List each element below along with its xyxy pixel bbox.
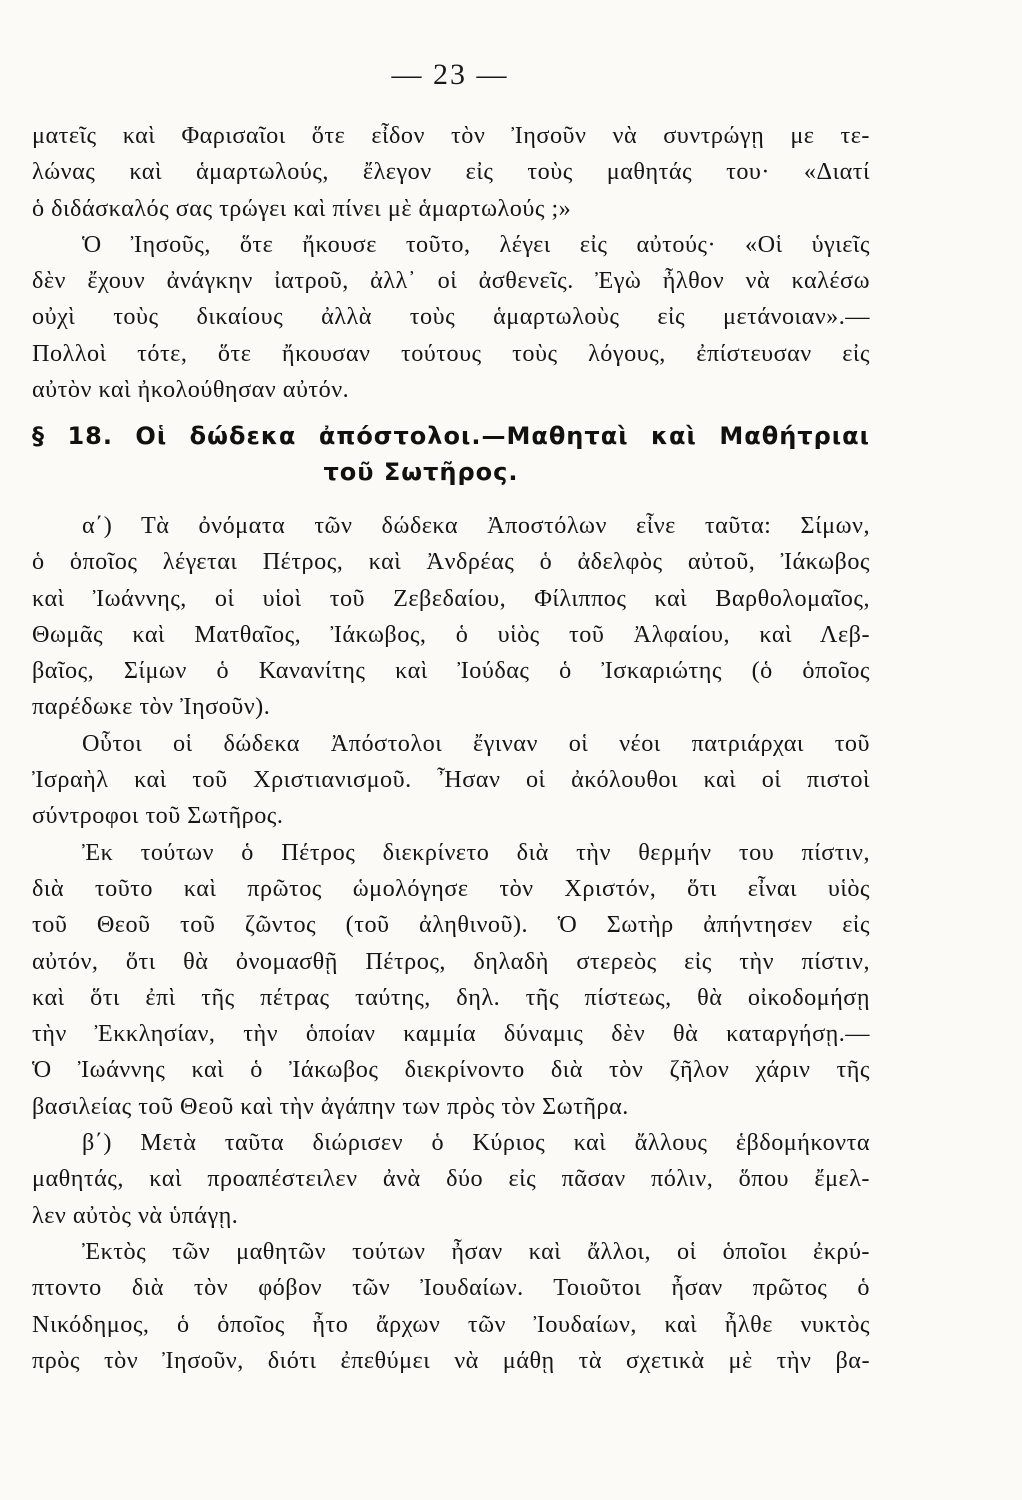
- text-line: ὁ διδάσκαλός σας τρώγει καὶ πίνει μὲ ἁμαρτωλούς ;»: [32, 194, 572, 222]
- text-line: δὲν ἔχουν ἀνάγκην ἰατροῦ, ἀλλ᾽ οἱ ἀσθενεῖς. Ἐγὼ ἦλθον νὰ καλέσω: [32, 267, 870, 295]
- text-line: τοῦ Θεοῦ τοῦ ζῶντος (τοῦ ἀληθινοῦ). Ὁ Σωτὴρ ἀπήντησεν εἰς: [32, 911, 870, 939]
- text-line: Θωμᾶς καὶ Ματθαῖος, Ἰάκωβος, ὁ υἱὸς τοῦ Ἀλφαίου, καὶ Λεβ-: [32, 620, 870, 648]
- text-line: α΄) Τὰ ὀνόματα τῶν δώδεκα Ἀποστόλων εἶνε ταῦτα: Σίμων,: [82, 512, 870, 539]
- text-line: πτοντο διὰ τὸν φόβον τῶν Ἰουδαίων. Τοιοῦτοι ἦσαν πρῶτος ὁ: [32, 1274, 870, 1302]
- section-heading-line: τοῦ Σωτῆρος.: [323, 458, 519, 486]
- text-line: λώνας καὶ ἁμαρτωλούς, ἔλεγον εἰς τοὺς μαθητάς του· «Διατί: [32, 158, 870, 186]
- text-line: Ἐκτὸς τῶν μαθητῶν τούτων ἦσαν καὶ ἄλλοι, οἱ ὁποῖοι ἐκρύ-: [82, 1237, 870, 1265]
- text-line: βαῖος, Σίμων ὁ Κανανίτης καὶ Ἰούδας ὁ Ἰσκαριώτης (ὁ ὁποῖος: [32, 657, 870, 685]
- text-line: Ὁ Ἰησοῦς, ὅτε ἤκουσε τοῦτο, λέγει εἰς αὐτούς· «Οἱ ὑγιεῖς: [82, 230, 870, 258]
- section-heading: [32, 418, 870, 490]
- text-line: ὁ ὁποῖος λέγεται Πέτρος, καὶ Ἀνδρέας ὁ ἀδελφὸς αὐτοῦ, Ἰάκωβος: [32, 548, 870, 576]
- text-line: Πολλοὶ τότε, ὅτε ἤκουσαν τούτους τοὺς λόγους, ἐπίστευσαν εἰς: [32, 339, 870, 367]
- text-line: μαθητάς, καὶ προαπέστειλεν ἀνὰ δύο εἰς πᾶσαν πόλιν, ὅπου ἔμελ-: [32, 1165, 870, 1193]
- text-line: Οὗτοι οἱ δώδεκα Ἀπόστολοι ἔγιναν οἱ νέοι πατριάρχαι τοῦ: [82, 729, 870, 757]
- text-line: ματεῖς καὶ Φαρισαῖοι ὅτε εἶδον τὸν Ἰησοῦν νὰ συντρώγῃ με τε-: [32, 122, 870, 149]
- text-line: βασιλείας τοῦ Θεοῦ καὶ τὴν ἀγάπην των πρὸς τὸν Σωτῆρα.: [32, 1092, 629, 1120]
- text-line: οὐχὶ τοὺς δικαίους ἀλλὰ τοὺς ἁμαρτωλοὺς εἰς μετάνοιαν».—: [32, 303, 870, 331]
- section-heading-line: § 18. Οἱ δώδεκα ἀπόστολοι.—Μαθηταὶ καὶ Μαθήτριαι: [32, 422, 870, 450]
- text-line: λεν αὐτὸς νὰ ὑπάγῃ.: [32, 1201, 239, 1229]
- text-line: σύντροφοι τοῦ Σωτῆρος.: [32, 802, 284, 830]
- text-line: καὶ ὅτι ἐπὶ τῆς πέτρας ταύτης, δηλ. τῆς πίστεως, θὰ οἰκοδομήσῃ: [32, 983, 870, 1011]
- text-line: β΄) Μετὰ ταῦτα διώρισεν ὁ Κύριος καὶ ἄλλους ἑβδομήκοντα: [82, 1129, 870, 1157]
- page-number: — 23 —: [391, 58, 509, 91]
- text-line: Ἐκ τούτων ὁ Πέτρος διεκρίνετο διὰ τὴν θερμήν του πίστιν,: [82, 838, 870, 866]
- text-line: πρὸς τὸν Ἰησοῦν, διότι ἐπεθύμει νὰ μάθῃ τὰ σχετικὰ μὲ τὴν βα-: [32, 1346, 870, 1374]
- text-line: αὐτὸν καὶ ἠκολούθησαν αὐτόν.: [32, 376, 350, 404]
- section-body: [32, 508, 870, 1379]
- text-line: Ἰσραὴλ καὶ τοῦ Χριστιανισμοῦ. Ἦσαν οἱ ἀκόλουθοι καὶ οἱ πιστοὶ: [32, 766, 870, 794]
- text-line: τὴν Ἐκκλησίαν, τὴν ὁποίαν καμμία δύναμις δὲν θὰ καταργήσῃ.—: [32, 1020, 870, 1048]
- opening-paragraph: [32, 118, 870, 408]
- text-line: διὰ τοῦτο καὶ πρῶτος ὡμολόγησε τὸν Χριστόν, ὅτι εἶναι υἱὸς: [32, 874, 870, 902]
- text-line: Νικόδημος, ὁ ὁποῖος ἦτο ἄρχων τῶν Ἰουδαίων, καὶ ἦλθε νυκτὸς: [32, 1310, 870, 1338]
- text-line: παρέδωκε τὸν Ἰησοῦν).: [32, 693, 271, 721]
- text-line: αὐτόν, ὅτι θὰ ὀνομασθῇ Πέτρος, δηλαδὴ στερεὸς εἰς τὴν πίστιν,: [32, 947, 870, 975]
- text-line: Ὁ Ἰωάννης καὶ ὁ Ἰάκωβος διεκρίνοντο διὰ τὸν ζῆλον χάριν τῆς: [32, 1056, 870, 1084]
- text-line: καὶ Ἰωάννης, οἱ υἱοὶ τοῦ Ζεβεδαίου, Φίλιππος καὶ Βαρθολομαῖος,: [32, 584, 870, 612]
